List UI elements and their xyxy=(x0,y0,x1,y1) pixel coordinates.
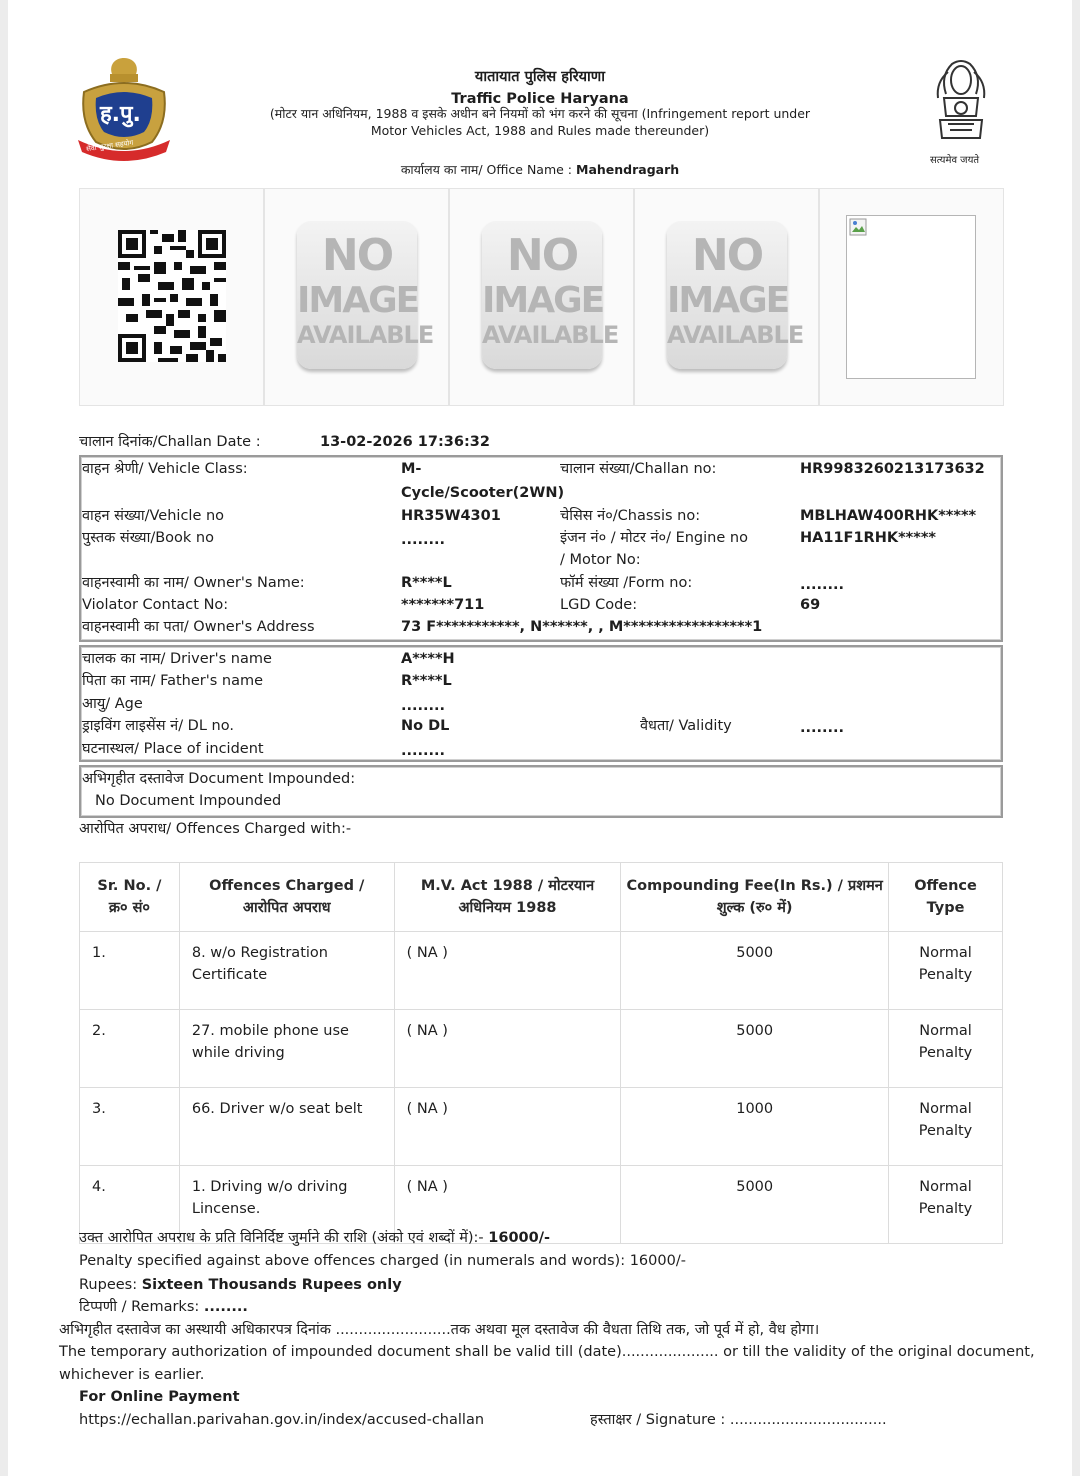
photo-box-4 xyxy=(819,188,1004,406)
penalty-hindi-value: 16000/- xyxy=(488,1230,551,1246)
col-act: M.V. Act 1988 / मोटरयान अधिनियम 1988 xyxy=(394,863,621,932)
cell-offence: 66. Driver w/o seat belt xyxy=(179,1088,394,1166)
challan-no-label: चालान संख्या/Challan no: xyxy=(560,461,717,477)
contact-label: Violator Contact No: xyxy=(82,597,229,613)
impounded-value: No Document Impounded xyxy=(95,793,282,809)
col-offence: Offences Charged / आरोपित अपराध xyxy=(179,863,394,932)
challan-date-label: चालान दिनांक/Challan Date : xyxy=(79,434,261,450)
address-value: 73 F***********, N******, , M*****************1 xyxy=(401,619,763,635)
driver-name-value: A****H xyxy=(401,651,455,667)
remarks-line xyxy=(79,1296,248,1318)
cell-fee: 1000 xyxy=(621,1088,889,1166)
lgd-label: LGD Code: xyxy=(560,597,638,613)
header-subtitle-1: (मोटर यान अधिनियम, 1988 व इसके अधीन बने नियमों को भंग करने की सूचना (Infringement report under xyxy=(269,106,811,121)
age-label: आयु/ Age xyxy=(82,696,143,712)
rupees-line xyxy=(79,1274,402,1296)
offences-heading: आरोपित अपराध/ Offences Charged with:- xyxy=(79,821,352,837)
cell-fee: 5000 xyxy=(621,1166,889,1244)
cell-offence: 1. Driving w/o driving Lincense. xyxy=(179,1166,394,1244)
no-image-placeholder-icon: NO IMAGE AVAILABLE xyxy=(482,221,602,369)
cell-offence: 27. mobile phone use while driving xyxy=(179,1010,394,1088)
vehicle-no-label: वाहन संख्या/Vehicle no xyxy=(82,508,225,524)
rupees-label: Rupees: xyxy=(79,1277,138,1293)
father-name-value: R****L xyxy=(401,673,452,689)
authorization-english-2: whichever is earlier. xyxy=(59,1367,205,1383)
cell-act: ( NA ) xyxy=(394,932,621,1010)
place-label: घटनास्थल/ Place of incident xyxy=(82,741,264,757)
address-label: वाहनस्वामी का पता/ Owner's Address xyxy=(82,619,315,635)
cell-sr: 2. xyxy=(80,1010,180,1088)
office-label: कार्यालय का नाम/ Office Name : xyxy=(400,162,573,177)
online-payment-label: For Online Payment xyxy=(79,1389,240,1405)
cell-act: ( NA ) xyxy=(394,1088,621,1166)
challan-date-value: 13-02-2026 17:36:32 xyxy=(320,434,490,450)
office-name xyxy=(0,161,1080,178)
col-type: Offence Type xyxy=(889,863,1003,932)
dl-label: ड्राइविंग लाइसेंस नं/ DL no. xyxy=(82,718,234,734)
age-value: ........ xyxy=(401,698,446,714)
cell-type: Normal Penalty xyxy=(889,1088,1003,1166)
no-image-placeholder-icon: NO IMAGE AVAILABLE xyxy=(667,221,787,369)
logo-ribbon-text: सेवा सुरक्षा सहयोग xyxy=(85,138,134,154)
emblem-caption: सत्यमेव जयते xyxy=(930,155,980,166)
vehicle-no-value: HR35W4301 xyxy=(401,508,501,524)
cell-act: ( NA ) xyxy=(394,1166,621,1244)
cell-fee: 5000 xyxy=(621,932,889,1010)
table-row xyxy=(80,1010,1003,1088)
broken-image-icon xyxy=(849,218,869,238)
table-row xyxy=(80,932,1003,1010)
authorization-hindi: अभिगृहीत दस्तावेज का अस्थायी अधिकारपत्र दिनांक .........................तक अथवा मूल दस्तावेज की वैधता तिथि तक, जो पूर्व में हो, वैध होगा। xyxy=(59,1322,820,1338)
header-subtitle-2: Motor Vehicles Act, 1988 and Rules made thereunder) xyxy=(370,123,710,138)
chassis-value: MBLHAW400RHK***** xyxy=(800,508,977,524)
vehicle-class-value-1: M- xyxy=(401,461,422,477)
owner-name-label: वाहनस्वामी का नाम/ Owner's Name: xyxy=(82,575,305,591)
qr-code-icon xyxy=(118,229,226,363)
impounded-label: अभिगृहीत दस्तावेज Document Impounded: xyxy=(82,771,356,787)
photo-box-1 xyxy=(264,188,449,406)
place-value: ........ xyxy=(401,743,446,759)
cell-act: ( NA ) xyxy=(394,1010,621,1088)
header-title: Traffic Police Haryana xyxy=(451,91,629,107)
form-no-label: फॉर्म संख्या /Form no: xyxy=(560,575,693,591)
penalty-hindi xyxy=(79,1227,550,1249)
rupees-value: Sixteen Thousands Rupees only xyxy=(141,1277,402,1293)
engine-value: HA11F1RHK***** xyxy=(800,530,936,546)
penalty-english: Penalty specified against above offences charged (in numerals and words): 16000/- xyxy=(79,1253,686,1269)
offences-table xyxy=(79,862,1003,1244)
online-payment-link[interactable]: https://echallan.parivahan.gov.in/index/accused-challan xyxy=(79,1412,485,1428)
col-sr: Sr. No. / क्र० सं० xyxy=(80,863,180,932)
dl-value: No DL xyxy=(401,718,450,734)
vehicle-class-label: वाहन श्रेणी/ Vehicle Class: xyxy=(82,461,248,477)
page-edge-right xyxy=(1072,0,1080,1476)
validity-value: ........ xyxy=(800,720,845,736)
header-hindi-title: यातायात पुलिस हरियाणा xyxy=(474,69,606,85)
cell-fee: 5000 xyxy=(621,1010,889,1088)
father-name-label: पिता का नाम/ Father's name xyxy=(82,673,264,689)
remarks-label: टिप्पणी / Remarks: xyxy=(79,1299,200,1315)
book-no-value: ........ xyxy=(401,532,446,548)
book-no-label: पुस्तक संख्या/Book no xyxy=(82,530,214,546)
cell-type: Normal Penalty xyxy=(889,1010,1003,1088)
qr-code-box xyxy=(79,188,264,406)
contact-value: *******711 xyxy=(401,597,485,613)
no-image-placeholder-icon: NO IMAGE AVAILABLE xyxy=(297,221,417,369)
challan-no-value: HR9983260213173632 xyxy=(800,461,985,477)
logo-text: ह.पु. xyxy=(100,102,141,127)
broken-image-frame xyxy=(846,215,976,379)
owner-name-value: R****L xyxy=(401,575,452,591)
cell-type: Normal Penalty xyxy=(889,1166,1003,1244)
table-row xyxy=(80,1088,1003,1166)
engine-label-1: इंजन नं० / मोटर नं०/ Engine no xyxy=(560,530,748,546)
cell-sr: 3. xyxy=(80,1088,180,1166)
office-value: Mahendragarh xyxy=(576,162,680,177)
chassis-label: चेसिस नं०/Chassis no: xyxy=(560,508,701,524)
page-edge-left xyxy=(0,0,8,1476)
engine-label-2: / Motor No: xyxy=(560,552,641,568)
signature-line: हस्ताक्षर / Signature : .................................. xyxy=(590,1412,887,1428)
penalty-hindi-text: उक्त आरोपित अपराध के प्रति विनिर्दिष्ट जुर्माने की राशि (अंको एवं शब्दों में):- xyxy=(79,1230,484,1246)
authorization-english-1: The temporary authorization of impounded document shall be valid till (date)..................... or till the validity of the original document, xyxy=(59,1344,1035,1360)
vehicle-class-value-2: Cycle/Scooter(2WN) xyxy=(401,485,565,501)
lgd-value: 69 xyxy=(800,597,821,613)
cell-sr: 1. xyxy=(80,932,180,1010)
col-fee: Compounding Fee(In Rs.) / प्रशमन शुल्क (रु० में) xyxy=(621,863,889,932)
cell-sr: 4. xyxy=(80,1166,180,1244)
remarks-value: ........ xyxy=(203,1299,248,1315)
validity-label: वैधता/ Validity xyxy=(640,718,732,734)
photo-box-2 xyxy=(449,188,634,406)
driver-name-label: चालक का नाम/ Driver's name xyxy=(82,651,272,667)
photo-box-3 xyxy=(634,188,819,406)
form-no-value: ........ xyxy=(800,577,845,593)
table-header-row xyxy=(80,863,1003,932)
cell-type: Normal Penalty xyxy=(889,932,1003,1010)
cell-offence: 8. w/o Registration Certificate xyxy=(179,932,394,1010)
